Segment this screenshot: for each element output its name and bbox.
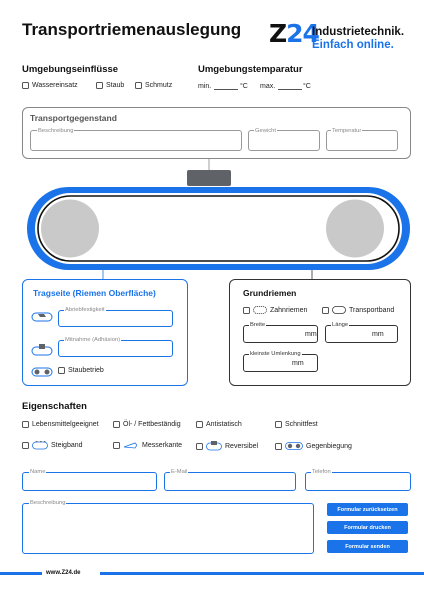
prop-back-bending-label: Gegenbiegung <box>306 442 352 450</box>
checkbox[interactable] <box>322 307 329 314</box>
dust-operation-label: Staubetrieb <box>68 367 104 374</box>
belt-width-unit: mm <box>305 331 317 338</box>
temp-min-unit: °C <box>240 83 248 90</box>
message-description-field[interactable] <box>22 503 314 554</box>
env-option-dirt[interactable] <box>135 82 172 89</box>
prop-reversible-label: Reversibel <box>225 442 259 450</box>
reset-form-button[interactable]: Formular zurücksetzen <box>327 503 408 516</box>
checkbox[interactable] <box>113 421 120 428</box>
prop-incline-belt[interactable] <box>22 441 83 450</box>
env-option-dust[interactable] <box>96 82 124 89</box>
prop-incline-belt-label: Steigband <box>51 442 83 449</box>
env-option-dust-label: Staub <box>106 82 125 89</box>
footer-bar-left <box>0 572 42 575</box>
min-deflection-unit: mm <box>292 360 304 367</box>
checkbox[interactable] <box>243 307 250 314</box>
env-option-dirt-label: Schmutz <box>145 82 173 89</box>
properties-heading: Eigenschaften <box>22 401 87 412</box>
prop-knife-edge-label: Messerkante <box>142 442 183 449</box>
roller-right <box>326 200 384 258</box>
checkbox[interactable] <box>275 421 282 428</box>
prop-food-safe[interactable] <box>22 421 99 428</box>
basic-belt-heading: Grundriemen <box>243 288 297 298</box>
toothed-belt-icon <box>253 306 267 314</box>
phone-label: Telefon <box>312 469 331 475</box>
belt-length-unit: mm <box>372 331 384 338</box>
prop-cut-resistant-label: Schnittfest <box>285 421 318 428</box>
logo-z: Z <box>269 19 287 48</box>
belt-type-transport[interactable] <box>322 306 394 314</box>
env-option-water-label: Wassereinsatz <box>32 82 78 89</box>
min-deflection-label: kleinste Umlenkung <box>250 351 301 357</box>
print-form-button[interactable]: Formular drucken <box>327 521 408 534</box>
temp-max-label: max. <box>260 83 276 90</box>
temp-max-unit: °C <box>303 83 311 90</box>
dust-operation-icon <box>31 366 53 378</box>
prop-oil-resistant[interactable] <box>113 421 181 428</box>
checkbox[interactable] <box>22 82 29 89</box>
temp-min-label: min. <box>198 83 212 90</box>
env-option-water[interactable] <box>22 82 78 89</box>
abrasion-label: Abriebfestigkeit <box>65 307 105 313</box>
item-weight-label: Gewicht <box>255 128 276 134</box>
checkbox[interactable] <box>22 421 29 428</box>
prop-antistatic-label: Antistatisch <box>206 421 242 428</box>
temperature-heading: Umgebungstemparatur <box>198 64 303 75</box>
dust-operation-option[interactable] <box>58 367 104 374</box>
adhesion-label: Mitnahme (Adhäsion) <box>65 337 121 343</box>
belt-type-toothed[interactable] <box>243 306 307 314</box>
item-temperature-label: Temperatur <box>332 128 362 134</box>
transport-belt-icon <box>332 306 346 314</box>
adhesion-icon <box>31 343 53 357</box>
logo-24: 24 <box>286 19 319 48</box>
prop-cut-resistant[interactable] <box>275 421 318 428</box>
belt-width-label: Breite <box>250 322 266 328</box>
temp-max-input[interactable] <box>278 83 302 90</box>
message-description-label: Beschreibung <box>30 500 66 506</box>
footer-bar-right <box>100 572 424 575</box>
name-label: Name <box>30 469 46 475</box>
environment-heading: Umgebungseinflüsse <box>22 64 119 75</box>
prop-antistatic[interactable] <box>196 421 242 428</box>
abrasion-icon <box>31 311 53 323</box>
checkbox[interactable] <box>22 442 29 449</box>
logo-tagline-2: Einfach online. <box>312 39 394 51</box>
checkbox[interactable] <box>196 421 203 428</box>
reversible-icon <box>206 441 222 451</box>
support-side-heading: Tragseite (Riemen Oberfläche) <box>33 288 156 298</box>
checkbox[interactable] <box>58 367 65 374</box>
logo-tagline-1: Industrietechnik. <box>312 26 405 38</box>
checkbox[interactable] <box>135 82 142 89</box>
send-form-button[interactable]: Formular senden <box>327 540 408 553</box>
checkbox[interactable] <box>275 443 282 450</box>
checkbox[interactable] <box>196 443 203 450</box>
email-label: E-Mail <box>171 469 188 475</box>
prop-knife-edge[interactable] <box>113 441 182 450</box>
prop-back-bending[interactable] <box>275 441 352 451</box>
incline-belt-icon <box>32 441 48 450</box>
footer-url[interactable]: www.Z24.de <box>46 570 81 576</box>
prop-food-safe-label: Lebensmittelgeeignet <box>32 421 99 428</box>
knife-edge-icon <box>123 441 139 450</box>
checkbox[interactable] <box>96 82 103 89</box>
back-bending-icon <box>285 441 303 451</box>
belt-type-toothed-label: Zahnriemen <box>270 306 308 314</box>
transport-item-block <box>187 170 231 186</box>
belt-type-transport-label: Transportband <box>349 306 395 314</box>
roller-left <box>41 200 99 258</box>
prop-reversible[interactable] <box>196 441 258 451</box>
conveyor-diagram <box>0 155 424 280</box>
prop-oil-resistant-label: Öl- / Fettbeständig <box>123 421 181 428</box>
belt-length-label: Länge <box>332 322 349 328</box>
page-title: Transportriemenauslegung <box>22 20 242 39</box>
transport-item-heading: Transportgegenstand <box>30 113 117 123</box>
checkbox[interactable] <box>113 442 120 449</box>
temp-min-input[interactable] <box>214 83 238 90</box>
item-description-label: Beschreibung <box>38 128 74 134</box>
